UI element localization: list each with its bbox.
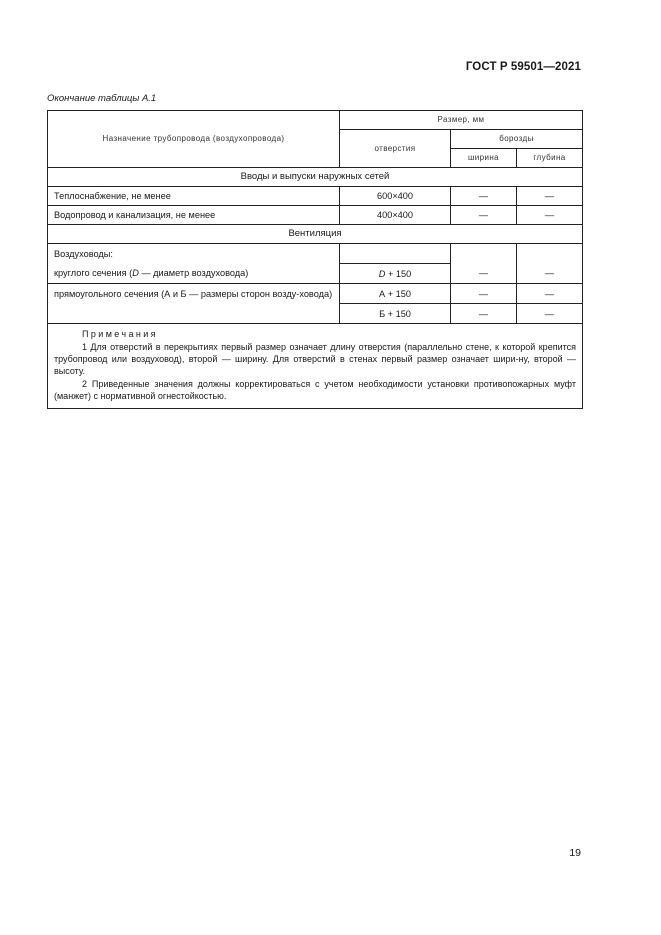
table-caption: Окончание таблицы А.1 (47, 93, 157, 104)
row-width: — (451, 264, 517, 284)
table-row (48, 264, 583, 284)
row-opening: Б + 150 (340, 304, 451, 324)
table-row (48, 244, 583, 264)
row-opening: 400×400 (340, 206, 451, 225)
note-item: 2 Приведенные значения должны корректироваться с учетом необходимости установки противопожарных муфт (манжет) с нормативной огнестойкостью. (54, 379, 576, 401)
note-item: 1 Для отверстий в перекрытиях первый размер означает длину отверстия (параллельно стене, к которой крепится трубопровод или воздуховод), второй — ширину. Для отверстий в стенах первый размер означает шири-ну, второй — высоту. (54, 342, 576, 376)
row-depth: — (517, 284, 583, 304)
row-width: — (451, 284, 517, 304)
size-table (47, 110, 583, 409)
row-name: Теплоснабжение, не менее (48, 187, 340, 206)
header-purpose: Назначение трубопровода (воздухопровода) (48, 111, 340, 168)
notes-title: Примечания (82, 329, 158, 339)
row-depth: — (517, 187, 583, 206)
row-opening: 600×400 (340, 187, 451, 206)
header-width: ширина (451, 149, 517, 168)
header-depth: глубина (517, 149, 583, 168)
row-name: Водопровод и канализация, не менее (48, 206, 340, 225)
row-width: — (451, 206, 517, 225)
row-width: — (451, 187, 517, 206)
header-opening: отверстия (340, 130, 451, 168)
row-opening: А + 150 (340, 284, 451, 304)
header-size: Размер, мм (340, 111, 583, 130)
row-depth: — (517, 206, 583, 225)
row-width: — (451, 304, 517, 324)
row-name: прямоугольного сечения (А и Б — размеры сторон возду-ховода) (48, 284, 340, 324)
page-number: 19 (569, 847, 581, 859)
row-opening: D + 150 (340, 264, 451, 284)
row-depth: — (517, 264, 583, 284)
row-depth: — (517, 304, 583, 324)
table-row (48, 284, 583, 304)
table-row (48, 206, 583, 225)
row-name: круглого сечения (D — диаметр воздуховода) (48, 264, 340, 284)
section-title: Вводы и выпуски наружных сетей (48, 168, 583, 187)
row-name: Воздуховоды: (48, 244, 340, 264)
notes-block (48, 324, 583, 409)
section-title: Вентиляция (48, 225, 583, 244)
header-groove: борозды (451, 130, 583, 149)
table-row (48, 187, 583, 206)
document-standard-number: ГОСТ Р 59501—2021 (465, 61, 581, 73)
